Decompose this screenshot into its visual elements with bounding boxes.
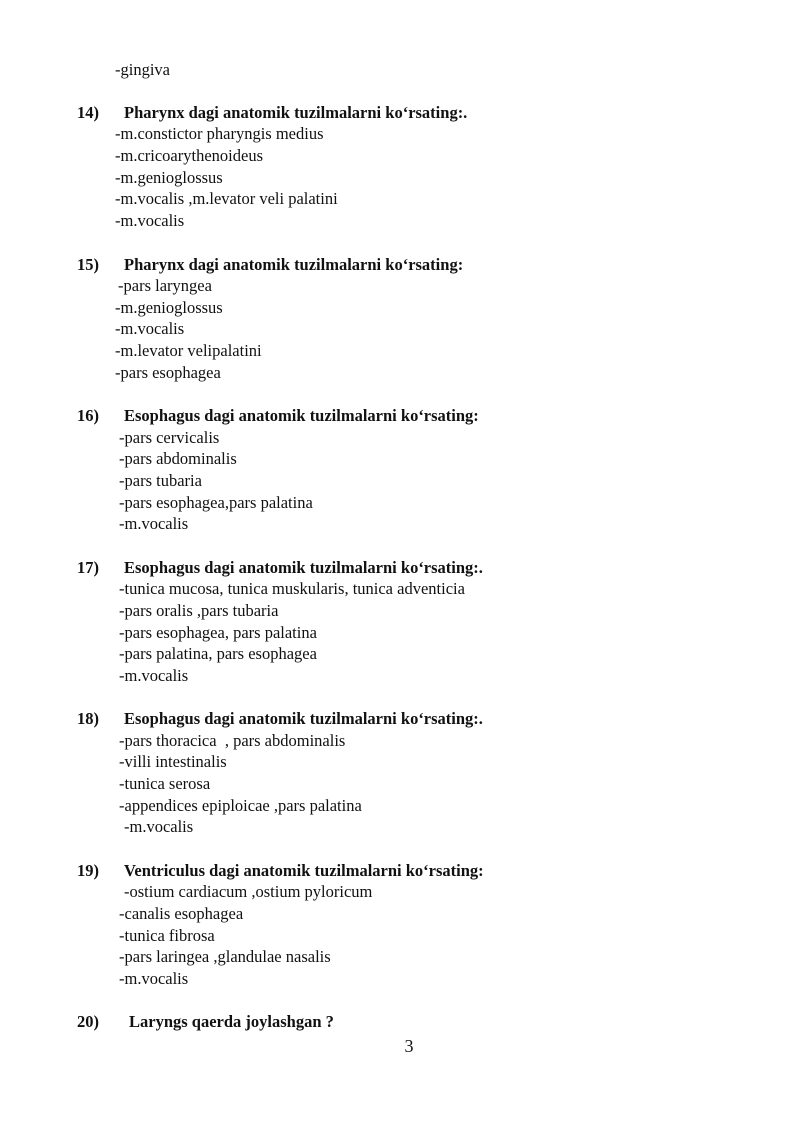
answer-option: -villi intestinalis [119,752,227,771]
question-number: 15) [77,255,99,274]
answer-option: -pars laryngea [118,276,212,295]
question-number: 19) [77,861,99,880]
answer-option: -pars abdominalis [119,449,237,468]
question-number: 14) [77,103,99,122]
answer-option: -m.vocalis [119,666,189,685]
question-text: Laryngs qaerda joylashgan ? [129,1012,334,1031]
page-number: 3 [404,1036,414,1056]
question-text: Esophagus dagi anatomik tuzilmalarni ko‘rsating:. [124,709,483,728]
answer-option: -pars esophagea, pars palatina [119,623,317,642]
question-text: Esophagus dagi anatomik tuzilmalarni ko‘rsating: [124,406,479,425]
question-text: Pharynx dagi anatomik tuzilmalarni ko‘rsating:. [124,103,468,122]
answer-option: -m.genioglossus [115,168,223,187]
answer-option: -ostium cardiacum ,ostium pyloricum [124,882,373,901]
answer-option: -m.vocalis [119,969,189,988]
answer-option: -pars cervicalis [119,428,220,447]
answer-option: -pars laringea ,glandulae nasalis [119,947,331,966]
answer-option: -pars oralis ,pars tubaria [119,601,279,620]
answer-option: -pars palatina, pars esophagea [119,644,317,663]
answer-option: -m.cricoarythenoideus [115,146,263,165]
question-text: Pharynx dagi anatomik tuzilmalarni ko‘rsating: [124,255,464,274]
answer-option: -tunica serosa [119,774,211,793]
question-number: 16) [77,406,99,425]
answer-option: -tunica fibrosa [119,926,215,945]
intro-option: -gingiva [115,60,170,79]
answer-option: -m.vocalis ,m.levator veli palatini [115,189,338,208]
answer-option: -m.vocalis [124,817,194,836]
answer-option: -m.genioglossus [115,298,223,317]
answer-option: -canalis esophagea [119,904,244,923]
answer-option: -m.vocalis [115,211,185,230]
answer-option: -pars tubaria [119,471,202,490]
question-number: 17) [77,558,99,577]
answer-option: -m.constictor pharyngis medius [115,124,324,143]
answer-option: -pars thoracica , pars abdominalis [119,731,346,750]
question-text: Ventriculus dagi anatomik tuzilmalarni ko‘rsating: [124,861,484,880]
answer-option: -m.levator velipalatini [115,341,262,360]
answer-option: -m.vocalis [119,514,189,533]
answer-option: -pars esophagea,pars palatina [119,493,313,512]
question-text: Esophagus dagi anatomik tuzilmalarni ko‘rsating:. [124,558,483,577]
answer-option: -m.vocalis [115,319,185,338]
question-number: 18) [77,709,99,728]
answer-option: -pars esophagea [115,363,221,382]
answer-option: -tunica mucosa, tunica muskularis, tunica adventicia [119,579,465,598]
question-number: 20) [77,1012,99,1031]
answer-option: -appendices epiploicae ,pars palatina [119,796,362,815]
